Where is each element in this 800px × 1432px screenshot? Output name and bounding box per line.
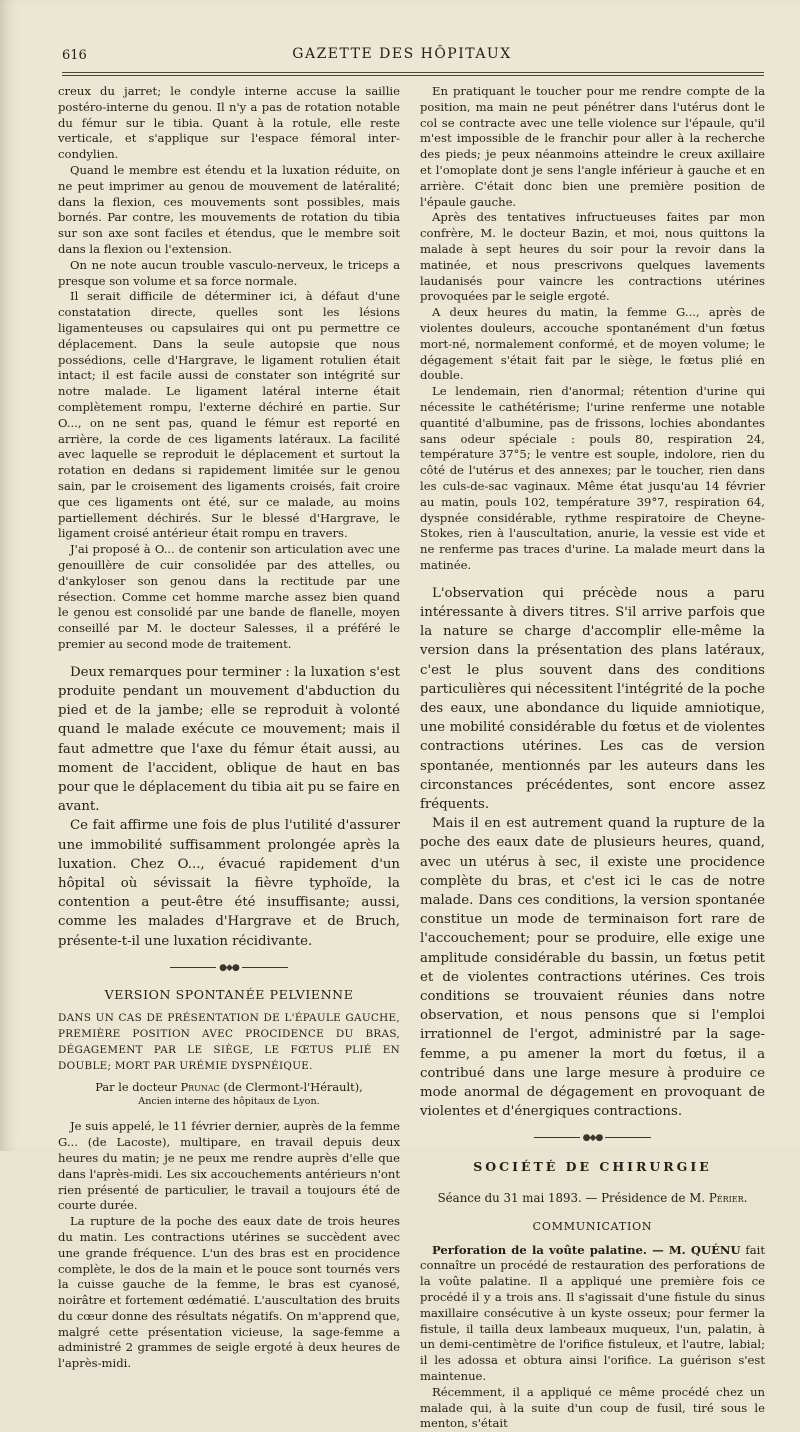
left-column bbox=[58, 84, 400, 1372]
session-line: Séance du 31 mai 1893. — Présidence de M. Périer. bbox=[437, 1190, 748, 1205]
paragraph: On ne note aucun trouble vasculo-nerveux, le triceps a presque son volume et sa force normale. bbox=[58, 257, 400, 288]
paragraph: A deux heures du matin, la femme G..., après de violentes douleurs, accouche spontanément d'un fœtus mort-né, normalement conformé, et de moyen volume; le dégagement s'était fait par le siège, le fœtus plié en double. bbox=[420, 305, 765, 383]
paragraph: L'observation qui précède nous a paru intéressante à divers titres. S'il arrive parfois que la nature se charge d'accomplir elle-même la version dans la présentation des plans latéraux, c'est le plus souvent dans des conditions particulières qui nécessitent l'intégrité de la poche des eaux, une abondance du liquide amniotique, une mobilité considérable du fœtus et de violentes contractions utérines. Les cas de version spontanée, mentionnés par les auteurs dans les circonstances précédentes, sont encore assez fréquents. bbox=[420, 585, 765, 812]
header-rule bbox=[62, 72, 764, 73]
paragraph: J'ai proposé à O... de contenir son articulation avec une genouillère de cuir consolidée par des attelles, ou d'ankyloser son genou dans la rectitude par une résection. Comme cet homme marche assez bien quand le genou est consolidé par une bande de flanelle, moyen conseillé par M. le docteur Salesses, il a préféré le premier au second mode de traitement. bbox=[58, 542, 400, 651]
society-title: SOCIÉTÉ DE CHIRURGIE bbox=[473, 1159, 712, 1175]
page-header bbox=[40, 42, 764, 68]
discussion bbox=[420, 584, 765, 1122]
conclusion-remarks bbox=[58, 663, 400, 951]
header-rule-double bbox=[62, 75, 764, 76]
paragraph: Après des tentatives infructueuses faites par mon confrère, M. le docteur Bazin, et moi, nous quittons la malade à sept heures du soir pour la revoir dans la matinée, et nous prescrivons quelques lavements laudanisés pour vaincre les contractions utérines provoquées par le seigle ergoté. bbox=[420, 210, 765, 304]
paragraph: Je suis appelé, le 11 février dernier, auprès de la femme G... (de Lacoste), multipare, en travail depuis deux heures du matin; je ne peux me rendre auprès d'elle que dans l'après-midi. Les six accouchements antérieurs n'ont rien présenté de particulier, le travail a toujours été de courte durée. bbox=[58, 1119, 400, 1213]
paragraph: Quand le membre est étendu et la luxation réduite, on ne peut imprimer au genou de mouvement de latéralité; dans la flexion, ces mouvements sont possibles, mais bornés. Par contre, les mouvements de rotation du tibia sur son axe sont faciles et étendus, que le membre soit dans la flexion ou l'extension. bbox=[58, 162, 400, 256]
paragraph: Ce fait affirme une fois de plus l'utilité d'assurer une immobilité suffisamment prolongée après la luxation. Chez O..., évacué rapidement d'un hôpital où sévissait la fièvre typhoïde, la contention a peut-être été insuffisante; aussi, comme les malades d'Hargrave et de Bruch, présente-t-il une luxation récidivante. bbox=[58, 818, 400, 949]
author-affiliation: Ancien interne des hôpitaux de Lyon. bbox=[138, 1096, 320, 1108]
paragraph: Il serait difficile de déterminer ici, à défaut d'une constatation directe, quelles sont les lésions ligamenteuses ou capsulaires qui ont pu permettre ce déplacement. Dans la seule autopsie que nous possédions, celle d'Hargrave, le ligament rotulien était intact; il est facile aussi de constater son intégrité sur notre malade. Le ligament latéral interne était complètement rompu, l'externe déchiré en partie. Sur O..., on ne sent pas, quand le fémur est reporté en arrière, la corde de ces ligaments latéraux. La facilité avec laquelle se reproduit le déplacement et surtout la rotation en dedans si rapidement limitée sur le genou sain, par le croisement des ligaments croisés, fait croire que ces ligaments ont été, sur ce malade, au moins partiellement déchirés. Sur le blessé d'Hargrave, le ligament croisé antérieur était rompu en travers. bbox=[58, 289, 400, 541]
communication-heading: COMMUNICATION bbox=[532, 1219, 653, 1233]
author-name: Prunac bbox=[180, 1080, 220, 1095]
article-author: Par le docteur Prunac (de Clermont-l'Hérault), bbox=[95, 1080, 363, 1095]
communication-paragraph: Perforation de la voûte palatine. — M. QUÉNU fait connaître un procédé de restauration des perforations de la voûte palatine. Il a appliqué une première fois ce procédé il y a trois ans. Il s'agissait d'une fistule du sinus maxillaire consécutive à un kyste osseux; pour fermer la fistule, il tailla deux lambeaux muqueux, l'un, palatin, à un demi-centimètre de l'orifice fistuleux, et l'autre, labial; il les adossa et obtura ainsi l'orifice. La guérison s'est maintenue. bbox=[420, 1242, 765, 1383]
communication-author: — M. QUÉNU bbox=[646, 1242, 741, 1257]
paragraph: Récemment, il a appliqué ce même procédé chez un malade qui, à la suite d'un coup de fusil, tiré sous le menton, s'était bbox=[420, 1384, 765, 1431]
paragraph: La rupture de la poche des eaux date de trois heures du matin. Les contractions utérines se succèdent avec une grande fréquence. L'un des bras est en procidence complète, le dos de la main et le pouce sont tournés vers la cuisse gauche de la femme, le bras est cyanosé, noirâtre et fortement œdématié. L'auscultation des bruits du cœur donne des résultats négatifs. On m'apprend que, malgré cette présentation vicieuse, la sage-femme a administré 2 grammes de seigle ergoté à deux heures de l'après-midi. bbox=[58, 1214, 400, 1371]
paragraph: Mais il en est autrement quand la rupture de la poche des eaux date de plusieurs heures, quand, avec un utérus à sec, il existe une procidence complète du bras, et c'est ici le cas de notre malade. Dans ces conditions, la version spontanée constitue un mode de terminaison fort rare de l'accouchement; pour se produire, elle exige une amplitude considérable du bassin, un fœtus petit et de violentes contractions utérines. Ces trois conditions se trouvaient réunies dans notre observation, et nous pensons que si l'emploi irrationnel de l'ergot, administré par la sage-femme, a pu amener la mort du fœtus, il a contribué dans une large mesure à produire ce mode anormal de dégagement en provoquant de violentes et d'énergiques contractions. bbox=[420, 816, 765, 1120]
page-number: 616 bbox=[62, 48, 87, 63]
article-subtitle: DANS UN CAS DE PRÉSENTATION DE L'ÉPAULE GAUCHE, PREMIÈRE POSITION AVEC PROCIDENCE DU BRAS, DÉGAGEMENT PAR LE SIÈGE, LE FŒTUS PLIÉ EN DOUBLE; MORT PAR URÉMIE DYSPNÉIQUE. bbox=[58, 1012, 400, 1073]
paragraph: creux du jarret; le condyle interne accuse la saillie postéro-interne du genou. Il n'y a pas de rotation notable du fémur sur le tibia. Quant à la rotule, elle reste verticale, et s'applique sur l'espace fémoral inter-condylien. bbox=[58, 84, 400, 162]
section-divider: ●◆● bbox=[58, 961, 400, 977]
paragraph: En pratiquant le toucher pour me rendre compte de la position, ma main ne peut pénétrer dans l'utérus dont le col se contracte avec une telle violence sur l'épaule, qu'il m'est impossible de le franchir pour aller à la recherche des pieds; je peux néanmoins atteindre le creux axillaire et l'omoplate dont je sens l'angle inférieur à gauche et en arrière. C'était donc bien une première position de l'épaule gauche. bbox=[420, 84, 765, 209]
president-name: Périer bbox=[708, 1190, 744, 1205]
journal-title: GAZETTE DES HÔPITAUX bbox=[292, 46, 512, 62]
article-title: VERSION SPONTANÉE PELVIENNE bbox=[104, 986, 354, 1002]
communication-title: Perforation de la voûte palatine. bbox=[432, 1242, 647, 1257]
section-divider: ●◆● bbox=[420, 1131, 765, 1147]
paragraph: Deux remarques pour terminer : la luxation s'est produite pendant un mouvement d'abduction du pied et de la jambe; elle se reproduit à volonté quand le malade exécute ce mouvement; mais il faut admettre que l'axe du fémur était aussi, au moment de l'accident, oblique de haut en bas pour que le déplacement du tibia ait pu se faire en avant. bbox=[58, 664, 400, 815]
right-column bbox=[420, 84, 765, 1432]
paragraph: Le lendemain, rien d'anormal; rétention d'urine qui nécessite le cathétérisme; l'urine renferme une notable quantité d'albumine, pas de frissons, lochies abondantes sans odeur spéciale : pouls 80, respiration 24, température 37°5; le ventre est souple, indolore, rien du côté de l'utérus et des annexes; par le toucher, rien dans les culs-de-sac vaginaux. Même état jusqu'au 14 février au matin, pouls 102, température 39°7, respiration 64, dyspnée considérable, rythme respiratoire de Cheyne-Stokes, rien à l'auscultation, anurie, la vessie est vide et ne renferme pas traces d'urine. La malade meurt dans la matinée. bbox=[420, 384, 765, 572]
